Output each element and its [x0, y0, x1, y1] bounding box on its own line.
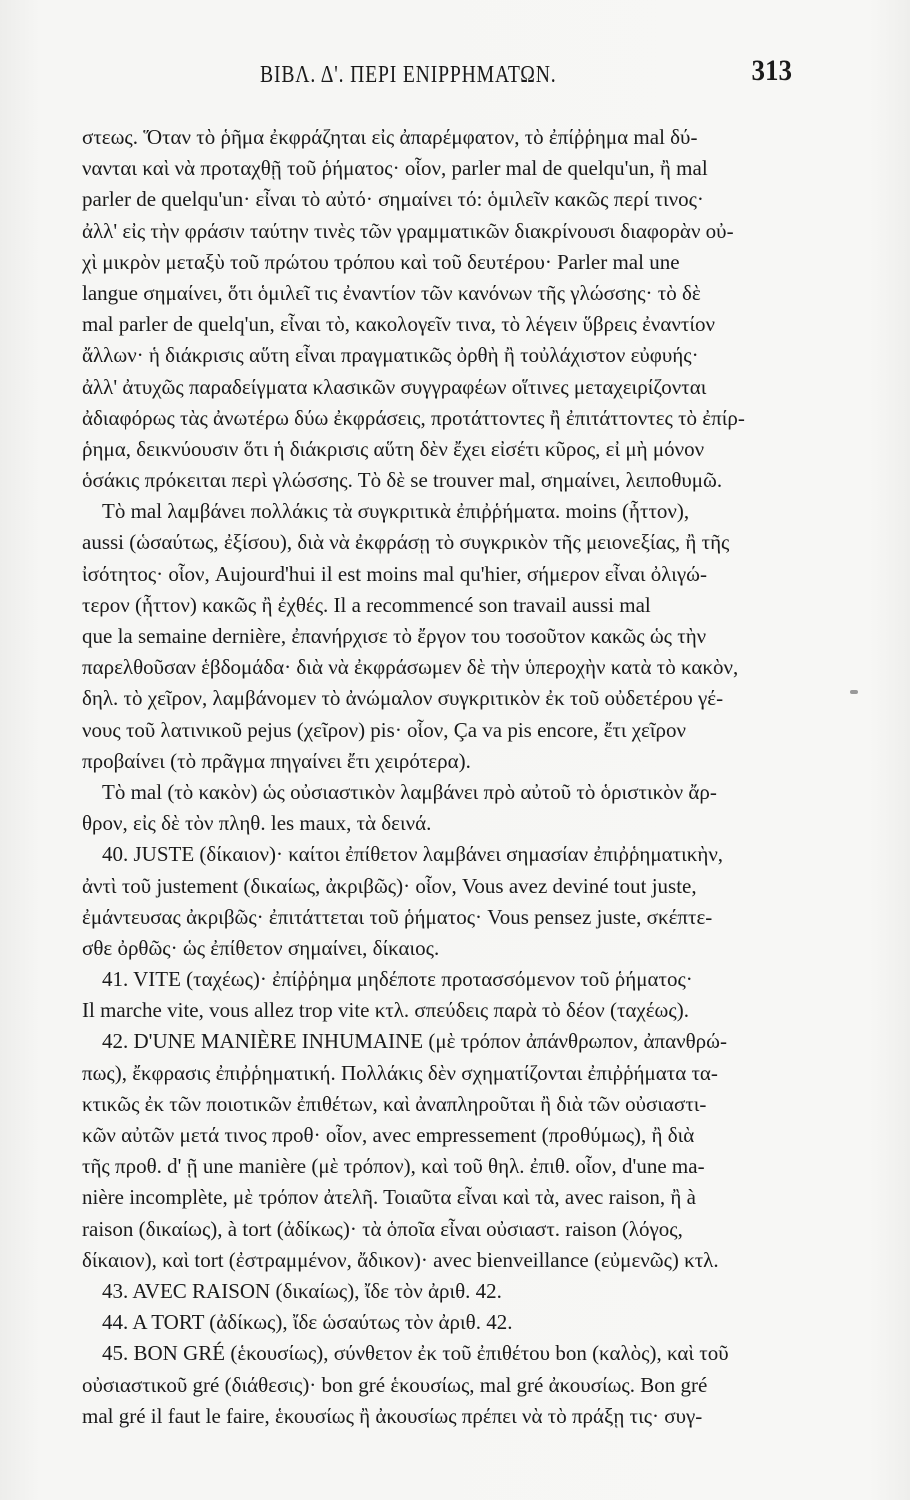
text-line: ἀλλ' ἀτυχῶς παραδείγματα κλασικῶν συγγραφέων οἵτινες μεταχειρίζονται [82, 374, 707, 399]
text-line: στεως. Ὅταν τὸ ῥῆμα ἐκφράζηται εἰς ἀπαρέμφατον, τὸ ἐπίῤῥημα mal δύ- [82, 125, 698, 149]
paragraph-last-line: θρον, εἰς δὲ τὸν πληθ. les maux, τὰ δεινά. [82, 811, 432, 836]
text-line: mal parler de quelq'un, εἶναι τὸ, κακολογεῖν τινα, τὸ λέγειν ὕβρεις ἐναντίον [82, 312, 716, 337]
text-line: ἀδιαφόρως τὰς ἀνωτέρω δύω ἐκφράσεις, προτάττοντες ἢ ἐπιτάττοντες τὸ ἐπίρ- [82, 405, 745, 430]
text-line: πως), ἔκφρασις ἐπιῤῥηματική. Πολλάκις δὲν σχηματίζονται ἐπιῤῥήματα τα- [82, 1060, 718, 1085]
text-line: νους τοῦ λατινικοῦ pejus (χεῖρον) pis· οἷον, Ça va pis encore, ἔτι χεῖρον [82, 717, 686, 742]
text-line: οὐσιαστικοῦ gré (διάθεσις)· bon gré ἑκουσίως, mal gré ἀκουσίως. Bon gré [82, 1372, 708, 1397]
page-header [82, 52, 792, 102]
text-line: χὶ μικρὸν μεταξὺ τοῦ πρώτου τρόπου καὶ τοῦ δευτέρου· Parler mal une [82, 249, 680, 274]
entry-41-heading-line: 41. VITE (ταχέως)· ἐπίῤῥημα μηδέποτε προτασσόμενον τοῦ ῥήματος· [102, 967, 693, 992]
paragraph-first-line: Τὸ mal λαμβάνει πολλάκις τὰ συγκριτικὰ ἐπιῤῥήματα. moins (ἧττον), [102, 499, 690, 524]
text-line: κτικῶς ἐκ τῶν ποιοτικῶν ἐπιθέτων, καὶ ἀναπληροῦται ἢ διὰ τῶν οὐσιαστι- [82, 1091, 707, 1116]
text-line: raison (δικαίως), à tort (ἀδίκως)· τὰ ὁποῖα εἶναι οὐσιαστ. raison (λόγος, [82, 1216, 683, 1241]
text-line: Il marche vite, vous allez trop vite κτλ. σπεύδεις παρὰ τὸ δέον (ταχέως). [82, 998, 689, 1023]
text-line: parler de quelqu'un· εἶναι τὸ αὐτό· σημαίνει τό: ὁμιλεῖν κακῶς περί τινος· [82, 187, 704, 212]
text-line: κῶν αὐτῶν μετά τινος προθ· οἷον, avec empressement (προθύμως), ἢ διὰ [82, 1123, 695, 1147]
entry-43-line: 43. AVEC RAISON (δικαίως), ἴδε τὸν ἀριθ. 42. [102, 1278, 502, 1303]
text-line: ἐμάντευσας ἀκριβῶς· ἐπιτάττεται τοῦ ῥήματος· Vous pensez juste, σκέπτε- [82, 904, 713, 929]
text-line: ἀλλ' εἰς τὴν φράσιν ταύτην τινὲς τῶν γραμματικῶν διακρίνουσι διαφορὰν οὐ- [82, 218, 734, 243]
text-line: que la semaine dernière, ἐπανήρχισε τὸ ἔργον του τοσοῦτον κακῶς ὡς τὴν [82, 624, 707, 648]
entry-40-heading-line: 40. JUSTE (δίκαιον)· καίτοι ἐπίθετον λαμβάνει σημασίαν ἐπιῤῥηματικὴν, [102, 842, 724, 867]
margin-ink-mark [850, 690, 858, 694]
page-number: 313 [751, 54, 792, 87]
text-line: τῆς προθ. d' ῇ une manière (μὲ τρόπον), καὶ τοῦ θηλ. ἐπιθ. οἷον, d'une ma- [82, 1154, 705, 1179]
paragraph-last-line: σθε ὀρθῶς· ὡς ἐπίθετον σημαίνει, δίκαιος. [82, 935, 440, 960]
text-line: νανται καὶ νὰ προταχθῇ τοῦ ῥήματος· οἷον, parler mal de quelqu'un, ἢ mal [82, 156, 708, 181]
text-line: langue σημαίνει, ὅτι ὁμιλεῖ τις ἐναντίον τῶν κανόνων τῆς γλώσσης· τὸ δὲ [82, 280, 701, 305]
text-line: nière incomplète, μὲ τρόπον ἀτελῆ. Τοιαῦτα εἶναι καὶ τὰ, avec raison, ἢ à [82, 1185, 696, 1210]
body-text [82, 122, 794, 1432]
text-line: τερον (ἧττον) κακῶς ἢ ἐχθές. Il a recommencé son travail aussi mal [82, 592, 651, 617]
paragraph-first-line: Τὸ mal (τὸ κακὸν) ὡς οὐσιαστικὸν λαμβάνει πρὸ αὐτοῦ τὸ ὁριστικὸν ἄρ- [102, 779, 717, 804]
entry-44-line: 44. A TORT (ἀδίκως), ἴδε ὡσαύτως τὸν ἀριθ. 42. [102, 1310, 513, 1335]
paragraph-last-line: προβαίνει (τὸ πρᾶγμα πηγαίνει ἔτι χειρότερα). [82, 748, 471, 773]
text-line: ἰσότητος· οἷον, Aujourd'hui il est moins mal qu'hier, σήμερον εἶναι ὀλιγώ- [82, 561, 707, 586]
text-line: ἄλλων· ἡ διάκρισις αὕτη εἶναι πραγματικῶς ὀρθὴ ἢ τοὐλάχιστον εὐφυής· [82, 343, 699, 368]
entry-45-heading-line: 45. BON GRÉ (ἑκουσίως), σύνθετον ἐκ τοῦ ἐπιθέτου bon (καλὸς), καὶ τοῦ [102, 1341, 729, 1366]
running-head: ΒΙΒΛ. Δ'. ΠΕΡΙ ΕΝΙΡΡΗΜΑΤΩΝ. [260, 62, 557, 88]
text-line: ὁσάκις πρόκειται περὶ γλώσσης. Τὸ δὲ se trouver mal, σημαίνει, λειποθυμῶ. [82, 468, 723, 493]
text-line: mal gré il faut le faire, ἑκουσίως ἢ ἀκουσίως πρέπει νὰ τὸ πράξῃ τις· συγ- [82, 1403, 703, 1428]
text-line: ἀντὶ τοῦ justement (δικαίως, ἀκριβῶς)· οἷον, Vous avez deviné tout juste, [82, 873, 697, 898]
text-line: δίκαιον), καὶ tort (ἐστραμμένον, ἄδικον)· avec bienveillance (εὐμενῶς) κτλ. [82, 1247, 719, 1272]
text-line: ῥημα, δεικνύουσιν ὅτι ἡ διάκρισις αὕτη δὲν ἔχει εἰσέτι κῦρος, εἰ μὴ μόνον [82, 436, 705, 461]
text-line: aussi (ὡσαύτως, ἐξίσου), διὰ νὰ ἐκφράσῃ τὸ συγκρικὸν τῆς μειονεξίας, ἢ τῆς [82, 530, 730, 555]
entry-42-heading-line: 42. D'UNE MANIÈRE INHUMAINE (μὲ τρόπον ἀπάνθρωπον, ἀπανθρώ- [102, 1029, 727, 1054]
text-line: δηλ. τὸ χεῖρον, λαμβάνομεν τὸ ἀνώμαλον συγκριτικὸν ἐκ τοῦ οὐδετέρου γέ- [82, 686, 724, 711]
text-line: παρελθοῦσαν ἑβδομάδα· διὰ νὰ ἐκφράσωμεν δὲ τὴν ὑπεροχὴν κατὰ τὸ κακὸν, [82, 655, 739, 680]
